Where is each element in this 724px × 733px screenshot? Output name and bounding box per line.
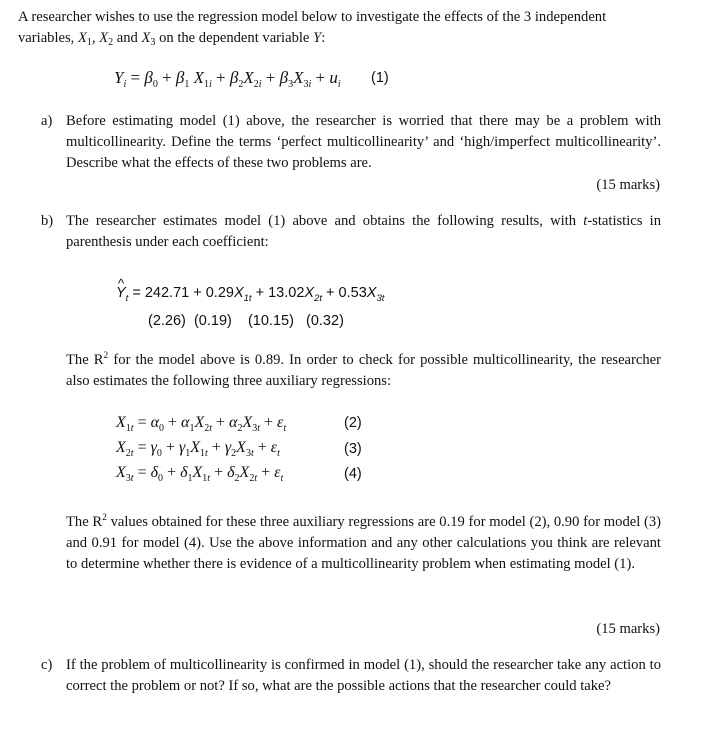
part-b-label: b) — [41, 213, 54, 229]
aux-number-4: (4) — [344, 466, 362, 482]
part-c-label: c) — [41, 657, 53, 673]
coef-x1: 0.29 — [205, 285, 234, 301]
part-c-text: If the problem of multicollinearity is confirmed in model (1), should the researcher take any action to correct the problem or not? If so, what are the possible actions that the researcher could take? — [66, 657, 661, 694]
part-b-marks: (15 marks) — [596, 621, 660, 637]
coef-x2: 13.02 — [268, 285, 305, 301]
part-b-intro: The researcher estimates model (1) above and obtains the following results, with t-statistics in parenthesis under each coefficient: — [66, 213, 661, 250]
part-b-r2-text: The $R^2$ for the model above is 0.89. In order to check for possible multicollinearity, the researcher also estimates the following three auxiliary regressions: — [66, 351, 662, 389]
aux-regression-3: $X_{2t} = \gamma_0 + \gamma_1X_{1t} + \gamma_2X_{3t} + \varepsilon_t$ — [116, 439, 280, 459]
part-a-text: Before estimating model (1) above, the researcher is worried that there may be a problem with multicollinearity. Define the terms ‘perfect multicollinearity’ and ‘high/imperfect multicollinearity’. Describe what the effects of these two problems are. — [66, 113, 661, 171]
model-1-equation: $Y_i = \beta_0 + \beta_1$ $X_{1i} + \beta_2X_{2i} + \beta_3X_{3i} + u_i$ — [114, 68, 341, 90]
tstat-x2: (10.15) — [247, 313, 294, 329]
aux-number-2: (2) — [344, 415, 362, 431]
aux-regression-2: $X_{1t} = \alpha_0 + \alpha_1X_{2t} + \alpha_2X_{3t} + \varepsilon_t$ — [116, 414, 287, 434]
tstat-x3: (0.32) — [306, 313, 344, 329]
tstat-intercept: (2.26) — [148, 313, 186, 329]
aux-number-3: (3) — [344, 441, 362, 457]
part-b-aux-text: The $R^2$ values obtained for these three auxiliary regressions are 0.19 for model (2), 0.90 for model (3) and 0.91 for model (4). Use the above information and any other calculations you think are relevant to determine whether there is evidence of a multicollinearity problem when estimating model (1). — [66, 513, 661, 572]
tstat-x1: (0.19) — [193, 313, 232, 329]
intro-text: A researcher wishes to use the regression model below to investigate the effects of the 3 independent variables, $X_1$, $X_2$ and $X_3$ on the dependent variable Y: — [18, 9, 607, 48]
part-a-marks: (15 marks) — [596, 177, 660, 193]
coef-x3: 0.53 — [338, 285, 367, 301]
y-hat-symbol: ^ Y — [116, 283, 126, 304]
model-1-number: (1) — [371, 70, 389, 86]
t-statistics-row — [148, 311, 344, 332]
aux-regression-4: $X_{3t} = \delta_0 + \delta_1X_{1t} + \delta_2X_{2t} + \varepsilon_t$ — [116, 464, 284, 484]
part-a-label: a) — [41, 113, 53, 129]
estimated-equation: ^ $Y_t = 242.71 + 0.29X_{1t} + 13.02X_{2t} + 0.53X_{3t}$ — [116, 283, 384, 304]
coef-intercept: 242.71 — [144, 285, 190, 301]
